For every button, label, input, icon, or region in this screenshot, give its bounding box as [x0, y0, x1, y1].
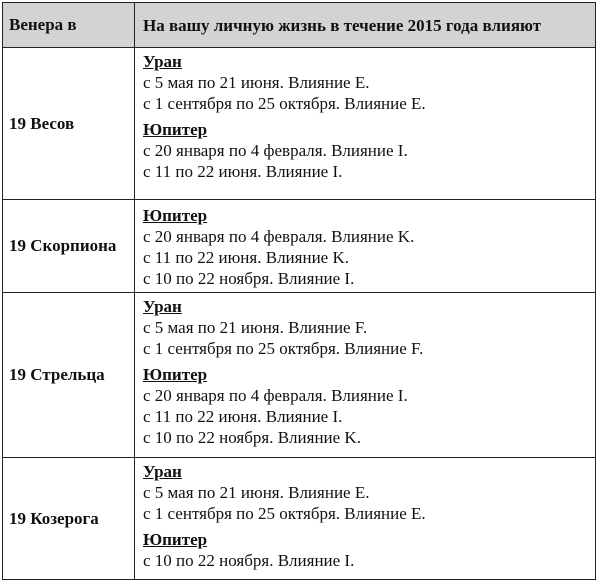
period-line: с 5 мая по 21 июня. Влияние E.: [143, 483, 370, 502]
planet-block: [143, 51, 595, 114]
planet-name: Юпитер: [143, 206, 208, 225]
venus-influence-table: [2, 2, 596, 580]
sign-cell: 19 Весов: [3, 48, 135, 199]
planet-block: [143, 296, 595, 359]
planet-block: [143, 119, 595, 182]
period-line: с 5 мая по 21 июня. Влияние F.: [143, 318, 368, 337]
table-row: [3, 457, 595, 579]
period-line: с 1 сентября по 25 октября. Влияние E.: [143, 504, 426, 523]
influence-cell: [135, 293, 595, 457]
planet-name: Юпитер: [143, 530, 208, 549]
period-line: с 20 января по 4 февраля. Влияние I.: [143, 141, 408, 160]
sign-cell: 19 Скорпиона: [3, 200, 135, 292]
period-line: с 11 по 22 июня. Влияние K.: [143, 248, 349, 267]
period-line: с 10 по 22 ноября. Влияние I.: [143, 269, 355, 288]
period-line: с 1 сентября по 25 октября. Влияние F.: [143, 339, 424, 358]
period-line: с 5 мая по 21 июня. Влияние E.: [143, 73, 370, 92]
table-header: [3, 3, 595, 47]
table-row: [3, 292, 595, 457]
period-line: с 11 по 22 июня. Влияние I.: [143, 162, 343, 181]
influence-cell: [135, 200, 595, 292]
period-line: с 20 января по 4 февраля. Влияние I.: [143, 386, 408, 405]
period-line: с 10 по 22 ноября. Влияние K.: [143, 428, 361, 447]
period-line: с 11 по 22 июня. Влияние I.: [143, 407, 343, 426]
planet-block: [143, 364, 595, 448]
period-line: с 10 по 22 ноября. Влияние I.: [143, 551, 355, 570]
sign-cell: 19 Стрельца: [3, 293, 135, 457]
table-row: [3, 47, 595, 199]
header-col-influence: На вашу личную жизнь в течение 2015 года влияют: [143, 15, 542, 35]
period-line: с 20 января по 4 февраля. Влияние K.: [143, 227, 415, 246]
table-row: [3, 199, 595, 292]
planet-name: Уран: [143, 462, 182, 481]
planet-block: [143, 461, 595, 524]
period-line: с 1 сентября по 25 октября. Влияние E.: [143, 94, 426, 113]
influence-cell: [135, 458, 595, 579]
planet-block: [143, 205, 595, 289]
planet-name: Юпитер: [143, 365, 208, 384]
planet-name: Юпитер: [143, 120, 208, 139]
sign-cell: 19 Козерога: [3, 458, 135, 579]
planet-block: [143, 529, 595, 571]
header-col-venus: Венера в: [3, 3, 135, 47]
planet-name: Уран: [143, 52, 182, 71]
planet-name: Уран: [143, 297, 182, 316]
influence-cell: [135, 48, 595, 199]
